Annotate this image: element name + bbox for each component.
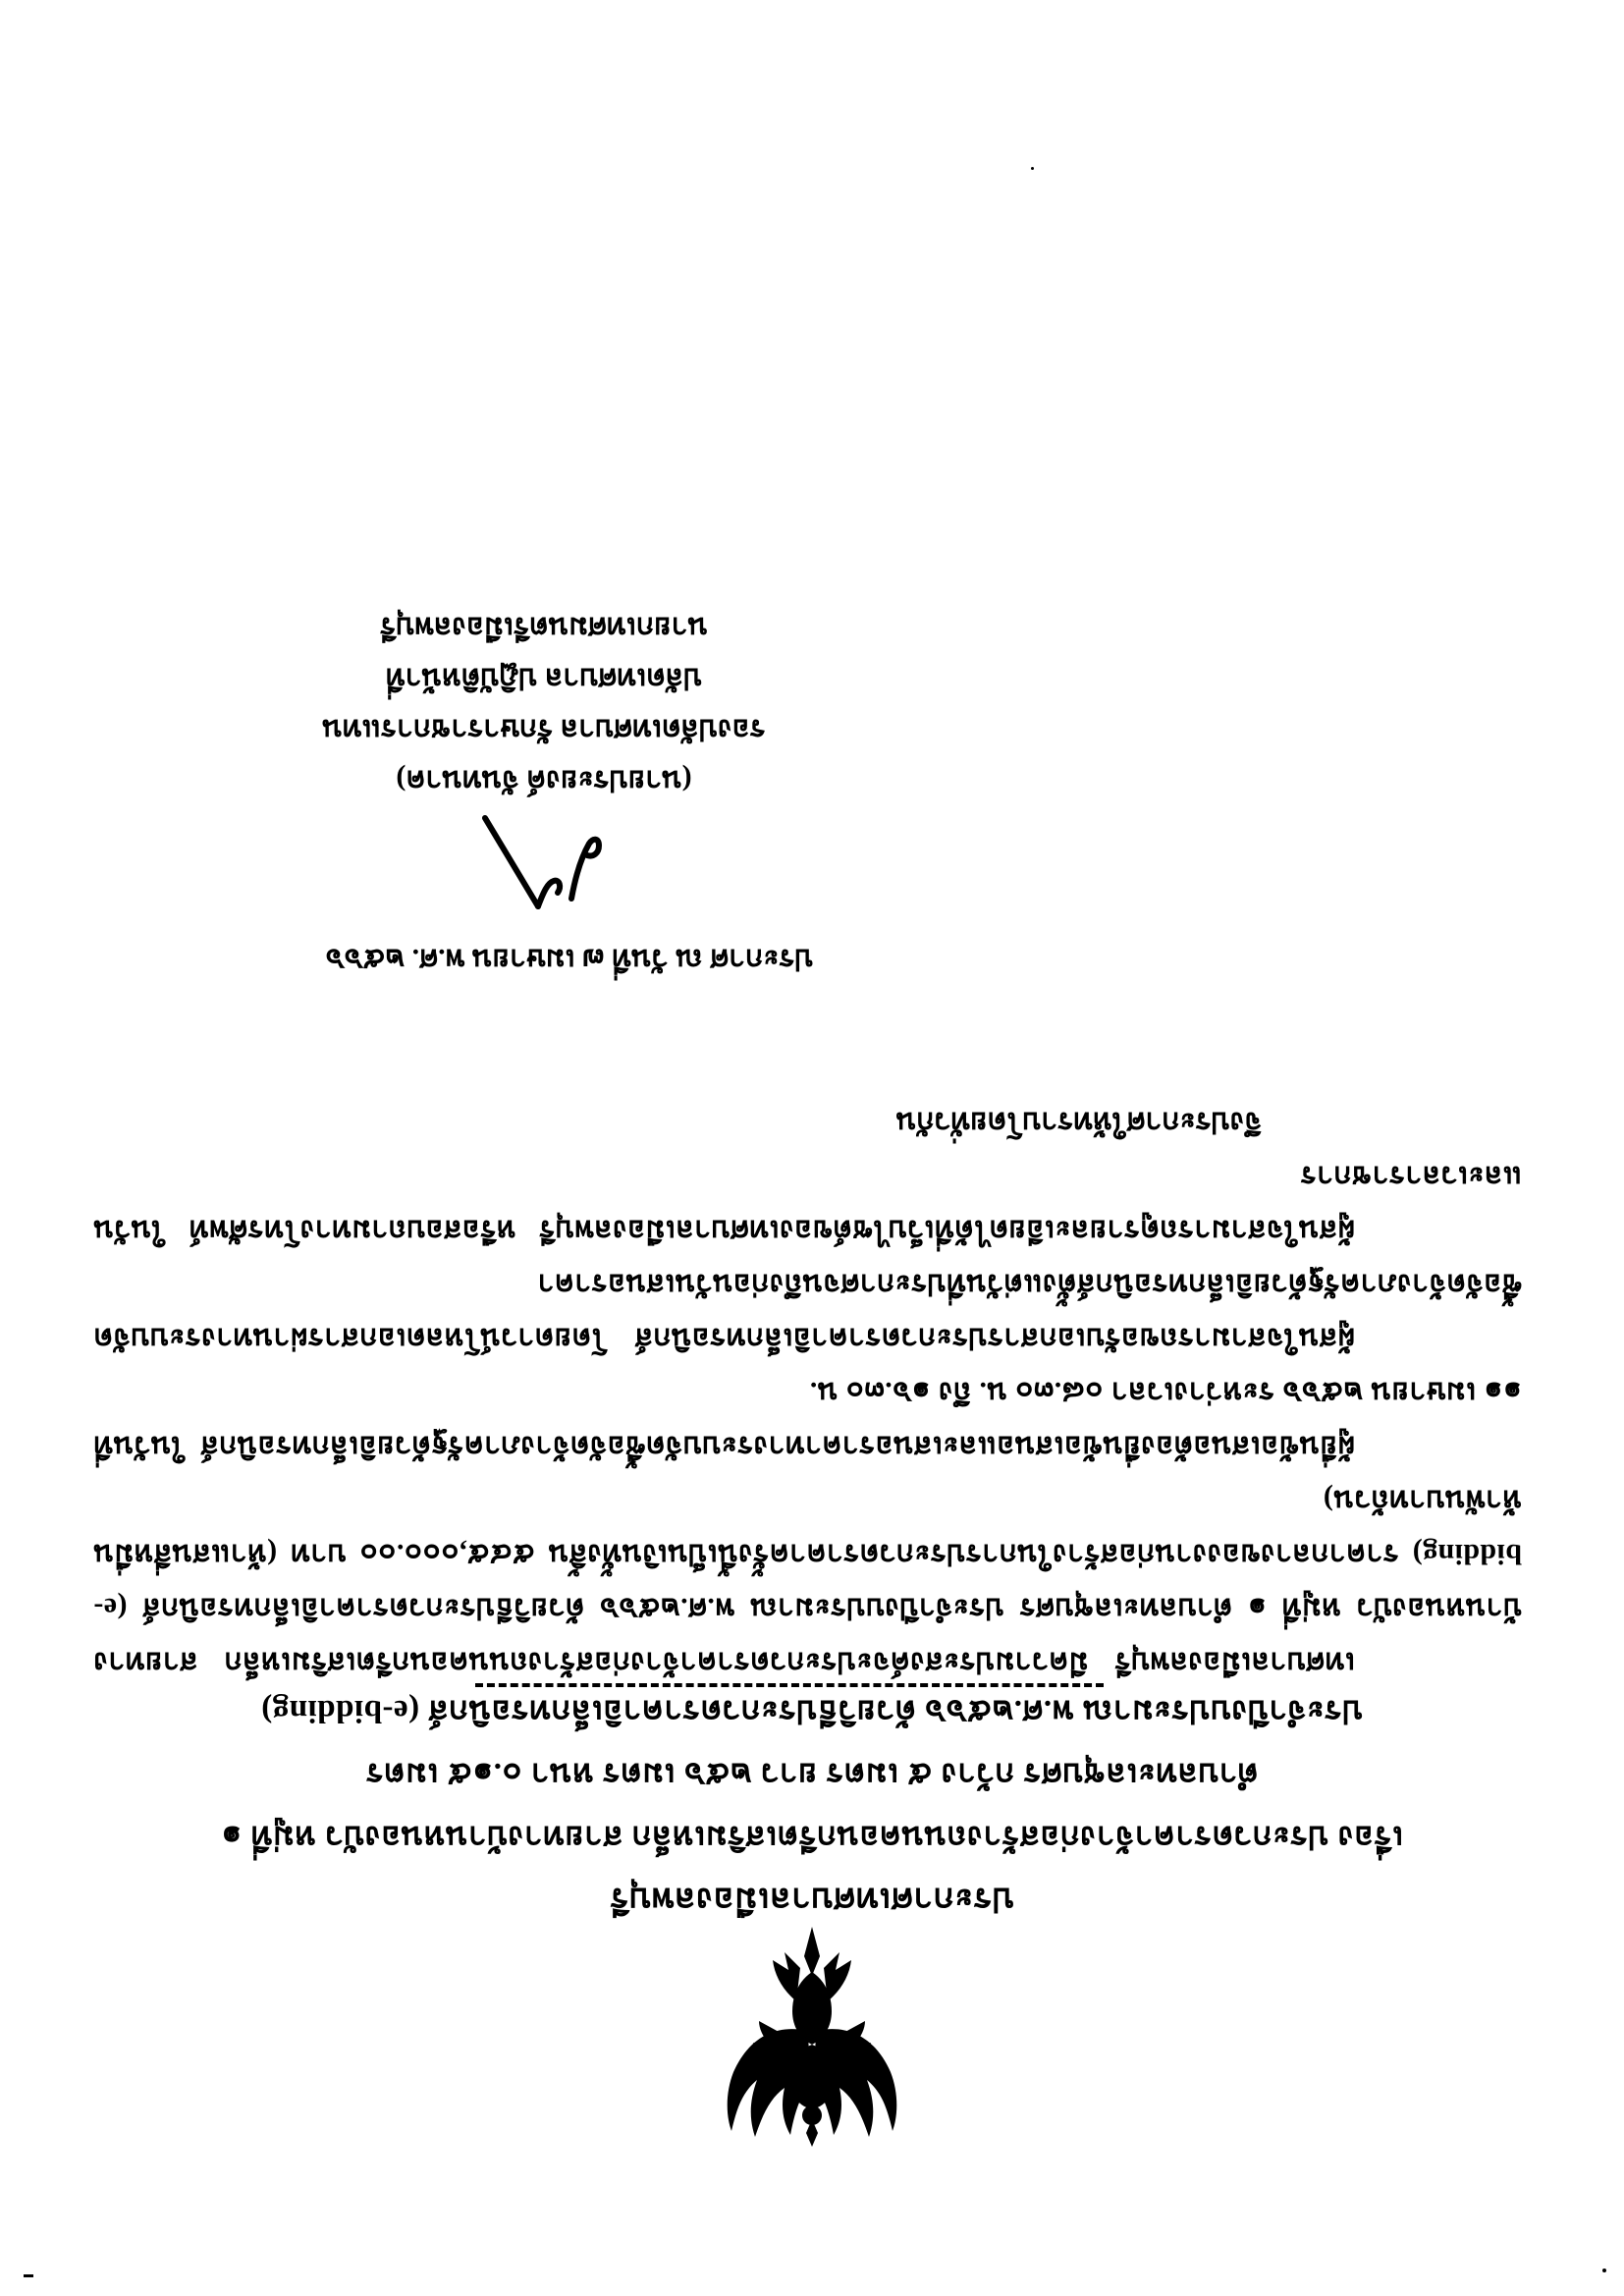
paragraph-document-download: ผู้สนใจสามารถขอรับเอกสารประกวดราคาอิเล็กทรอนิกส์ โดยดาวน์โหลดเอกสารผ่านทางระบบจัดซื้อจัดจ้างภาครัฐด้วยอิเล็กทรอนิกส์ตั้งแต่วันที่ประกาศจนถึงก่อนวันเสนอราคา — [93, 1268, 1522, 1354]
announcement-subject-line-2: ตำบลทะเลชุบศร กว้าง ๕ เมตร ยาว ๒๕๖ เมตร หนา ๐.๑๕ เมตร — [365, 1756, 1259, 1791]
signer-position-line-2: ปลัดเทศบาล ปฏิบัติหน้าที่ — [385, 662, 703, 694]
paragraph-project-and-price: เทศบาลเมืองลพบุรี มีความประสงค์จะประกวดราคาจ้างก่อสร้างถนนคอนกรีตเสริมเหล็ก สายทางบ้านหนองบัว หมู่ที่ ๑ ตำบลทะเลชุบศร ประจำปีงบประมาณ พ.ศ.๒๕๖๖ ด้วยวิธีประกวดราคาอิเล็กทรอนิกส์ (e-bidding) ราคากลางของงานก่อสร้างในการประกวดราคาครั้งนี้เป็นเงินทั้งสิ้น ๕๔๕,๐๐๐.๐๐ บาท (ห้าแสนสี่หมื่นห้าพันบาทถ้วน) — [93, 1484, 1522, 1678]
closing-line: จึงประกาศให้ทราบโดยทั่วกัน — [895, 1106, 1262, 1138]
scan-artifact-speck — [1602, 2269, 1606, 2272]
handwritten-signature — [475, 808, 632, 916]
announcement-subject-line-1: เรื่อง ประกวดราคาจ้างก่อสร้างถนนคอนกรีตเสริมเหล็ก สายทางบ้านหนองบัว หมู่ที่ ๑ — [220, 1819, 1404, 1854]
body-text-block — [93, 1095, 1522, 1689]
signer-block — [220, 601, 868, 805]
announcement-authority-line: ประกาศเทศบาลเมืองลพบุรี — [609, 1881, 1015, 1919]
announcement-date-line: ประกาศ ณ วันที่ ๗ เมษายน พ.ศ. ๒๕๖๖ — [325, 943, 814, 975]
signer-position-line-3: นายกเทศมนตรีเมืองลพบุรี — [379, 611, 709, 643]
scan-artifact-speck — [24, 2274, 33, 2277]
garuda-emblem-icon — [714, 1925, 910, 2149]
paragraph-contact-info: ผู้สนใจสามารถดูรายละเอียดได้ที่เว็บไซต์ของเทศบาลเมืองลพบุรี หรือสอบถามทางโทรศัพท์ ในวันและเวลาราชการ — [93, 1160, 1522, 1246]
title-block — [69, 1679, 1555, 1931]
signer-name: (นายประยงค์ จันทนาค) — [396, 764, 692, 796]
paragraph-bid-submission: ผู้ยื่นข้อเสนอต้องยื่นข้อเสนอและเสนอราคาทางระบบจัดซื้อจัดจ้างภาครัฐด้วยอิเล็กทรอนิกส์ ในวันที่ ๑๑ เมษายน ๒๕๖๖ ระหว่างเวลา ๐๘.๓๐ น. ถึง ๑๖.๓๐ น. — [93, 1376, 1522, 1462]
scan-artifact-speck — [1031, 167, 1034, 170]
announcement-subject-line-3: ประจำปีงบประมาณ พ.ศ.๒๕๖๖ ด้วยวิธีประกวดราคาอิเล็กทรอนิกส์ (e-bidding) — [260, 1693, 1364, 1728]
signer-position-line-1: รองปลัดเทศบาล รักษาราชการแทน — [322, 713, 766, 745]
